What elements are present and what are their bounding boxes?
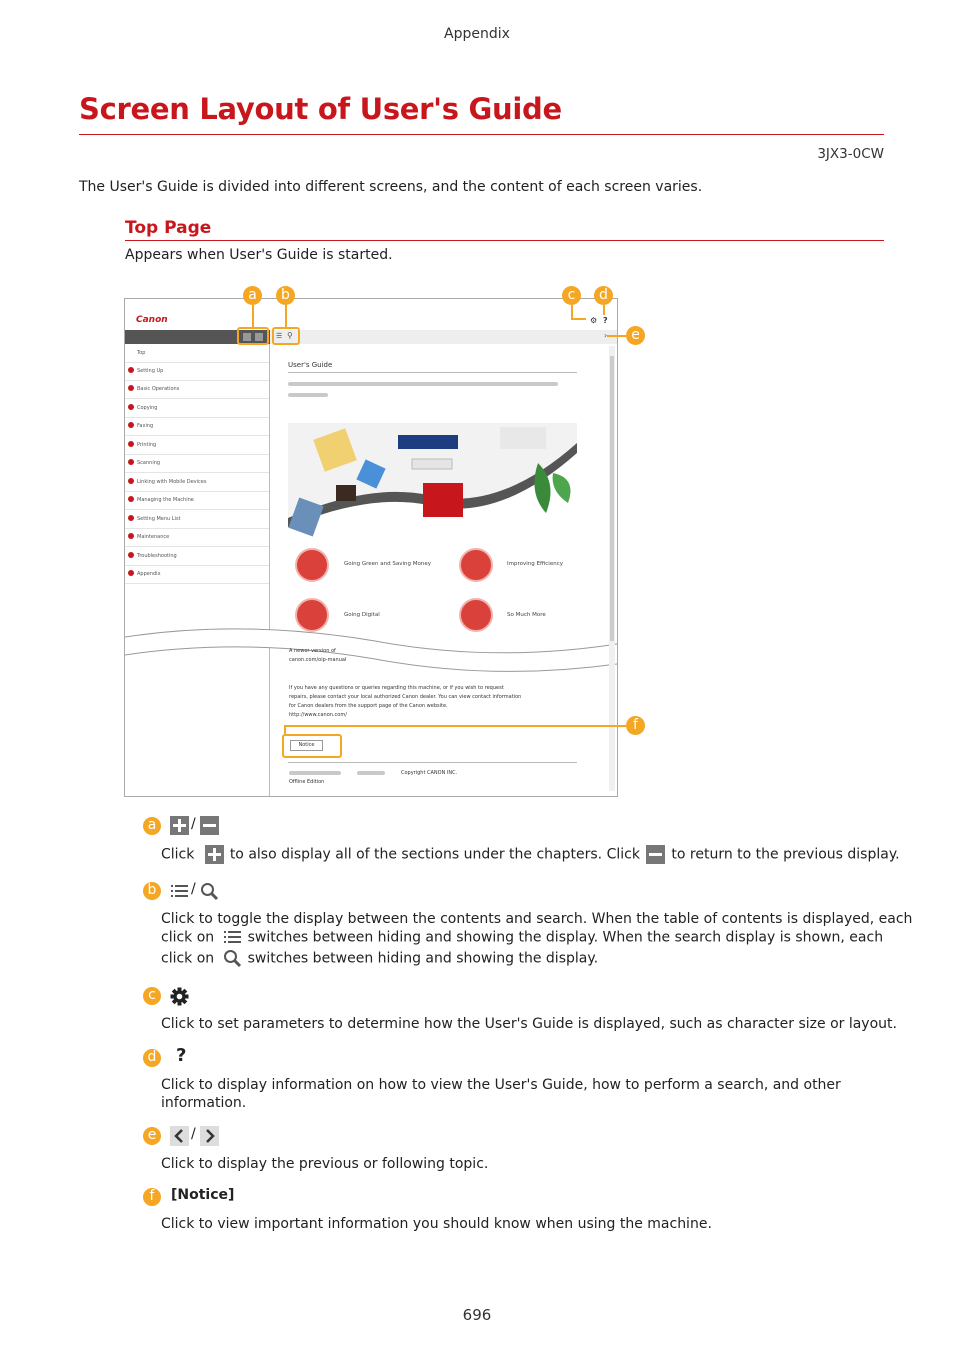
guide-sidebar: [125, 344, 270, 796]
sidebar-item: Faxing: [125, 417, 269, 436]
item-badge-c: c: [143, 987, 161, 1005]
document-id: 3JX3-0CW: [817, 146, 884, 162]
page-break-wave: [125, 619, 617, 679]
guide-title-rule: [288, 372, 577, 373]
chevron-right-icon: ›: [604, 331, 608, 340]
tile-label: Improving Efficiency: [507, 561, 563, 567]
contact-line: repairs, please contact your local authorized Canon dealer. You can view contact information: [289, 694, 522, 700]
tile-label: So Much More: [507, 612, 546, 618]
sidebar-item: Maintenance: [125, 528, 269, 547]
callout-badge-f: f: [626, 716, 645, 735]
list-icon: [170, 882, 189, 905]
callout-badge-d: d: [594, 286, 613, 305]
callout-box-b: [272, 327, 300, 345]
page-number: 696: [462, 1306, 492, 1324]
running-header: Appendix: [444, 26, 510, 42]
offline-edition-text: Offline Edition: [289, 779, 325, 785]
item-description-e: Click to display the previous or following topic.: [161, 1156, 489, 1172]
callout-badge-e: e: [626, 326, 645, 345]
item-badge-d: d: [143, 1049, 161, 1067]
blurred-text: [289, 771, 341, 775]
callout-badge-a: a: [243, 286, 262, 305]
gear-icon: ⚙: [590, 316, 598, 325]
callout-line-d: [603, 305, 605, 315]
blurred-text: [288, 393, 328, 397]
sidebar-item: Troubleshooting: [125, 547, 269, 566]
sidebar-item: Appendix: [125, 565, 269, 584]
tile-label: Going Digital: [344, 612, 380, 618]
item-description-b-line2: click on switches between hiding and showing the display. When the search display is shown, each: [161, 929, 884, 946]
item-badge-f: f: [143, 1188, 161, 1206]
sidebar-item: Setting Menu List: [125, 510, 269, 529]
blurred-text: [357, 771, 385, 775]
tile-icon: [459, 548, 493, 582]
sidebar-item: Copying: [125, 399, 269, 418]
callout-line-b: [285, 305, 287, 327]
sidebar-item-top: Top: [125, 344, 269, 363]
item-badge-a: a: [143, 817, 161, 835]
section-lead: Appears when User's Guide is started.: [125, 247, 393, 263]
callout-line-c: [571, 305, 573, 319]
newer-version-text: A newer version of: [289, 648, 336, 654]
chevron-left-icon: [170, 1126, 189, 1146]
plus-icon: [205, 845, 224, 864]
sidebar-item: Setting Up: [125, 362, 269, 381]
separator: /: [191, 881, 196, 897]
guide-title: User's Guide: [288, 361, 333, 369]
section-title: Top Page: [125, 218, 212, 238]
item-badge-b: b: [143, 882, 161, 900]
contact-line: for Canon dealers from the support page of the Canon website.: [289, 703, 448, 709]
item-description-f: Click to view important information you should know when using the machine.: [161, 1216, 712, 1232]
callout-line-f2: [284, 725, 286, 734]
title-rule: [79, 134, 884, 135]
item-description-a: Click to also display all of the sections under the chapters. Click to return to the previous display.: [161, 846, 900, 863]
top-page-screenshot: [124, 298, 618, 797]
blurred-text: [288, 382, 558, 386]
callout-box-a: [237, 327, 269, 345]
callout-line-a: [252, 305, 254, 327]
sidebar-item: Basic Operations: [125, 380, 269, 399]
notice-button: Notice: [290, 740, 323, 751]
sidebar-item: Managing the Machine: [125, 491, 269, 510]
page-title: Screen Layout of User's Guide: [79, 92, 562, 126]
section-rule: [125, 240, 884, 241]
item-description-b-line1: Click to toggle the display between the contents and search. When the table of contents is displayed, each: [161, 911, 913, 927]
callout-box-f: [282, 734, 342, 758]
item-description-d-line2: information.: [161, 1095, 247, 1111]
minus-icon: [646, 845, 665, 864]
guide-topbar: [125, 299, 617, 329]
callout-badge-c: c: [562, 286, 581, 305]
contact-line: If you have any questions or queries regarding this machine, or if you wish to request: [289, 685, 504, 691]
list-icon: [223, 928, 242, 947]
plus-icon: [170, 816, 189, 835]
main-toolbar: [270, 330, 617, 344]
item-description-d-line1: Click to display information on how to view the User's Guide, how to perform a search, and other: [161, 1077, 841, 1093]
search-icon: ⚲: [287, 331, 293, 340]
tile-label: Going Green and Saving Money: [344, 561, 431, 567]
copyright-text: Copyright CANON INC.: [401, 770, 458, 776]
list-icon: ☰: [276, 332, 283, 340]
callout-line-f: [284, 725, 626, 727]
notice-label: [Notice]: [171, 1187, 235, 1203]
question-icon: ?: [176, 1045, 187, 1066]
item-description-c: Click to set parameters to determine how the User's Guide is displayed, such as character size or layout.: [161, 1016, 897, 1032]
minus-icon: [200, 816, 219, 835]
item-description-b-line3: click on switches between hiding and showing the display.: [161, 950, 599, 967]
chevron-right-icon: [200, 1126, 219, 1146]
search-icon: [200, 882, 219, 905]
hero-illustration: [288, 423, 577, 539]
sidebar-item: Linking with Mobile Devices: [125, 473, 269, 492]
gear-icon: [170, 987, 189, 1010]
callout-line-c2: [571, 318, 586, 320]
search-icon: [223, 949, 242, 968]
footer-rule: [288, 762, 577, 763]
newer-version-url: canon.com/oip-manual: [289, 657, 347, 663]
sidebar-item: Printing: [125, 436, 269, 455]
question-icon: ?: [603, 316, 608, 325]
intro-text: The User's Guide is divided into different screens, and the content of each screen varies.: [79, 179, 703, 195]
separator: /: [191, 1126, 196, 1142]
item-badge-e: e: [143, 1127, 161, 1145]
separator: /: [191, 816, 196, 832]
sidebar-item: Scanning: [125, 454, 269, 473]
callout-badge-b: b: [276, 286, 295, 305]
callout-line-e: [607, 335, 626, 337]
contact-line: http://www.canon.com/: [289, 712, 347, 718]
tile-icon: [295, 548, 329, 582]
canon-logo: Canon: [136, 315, 168, 325]
